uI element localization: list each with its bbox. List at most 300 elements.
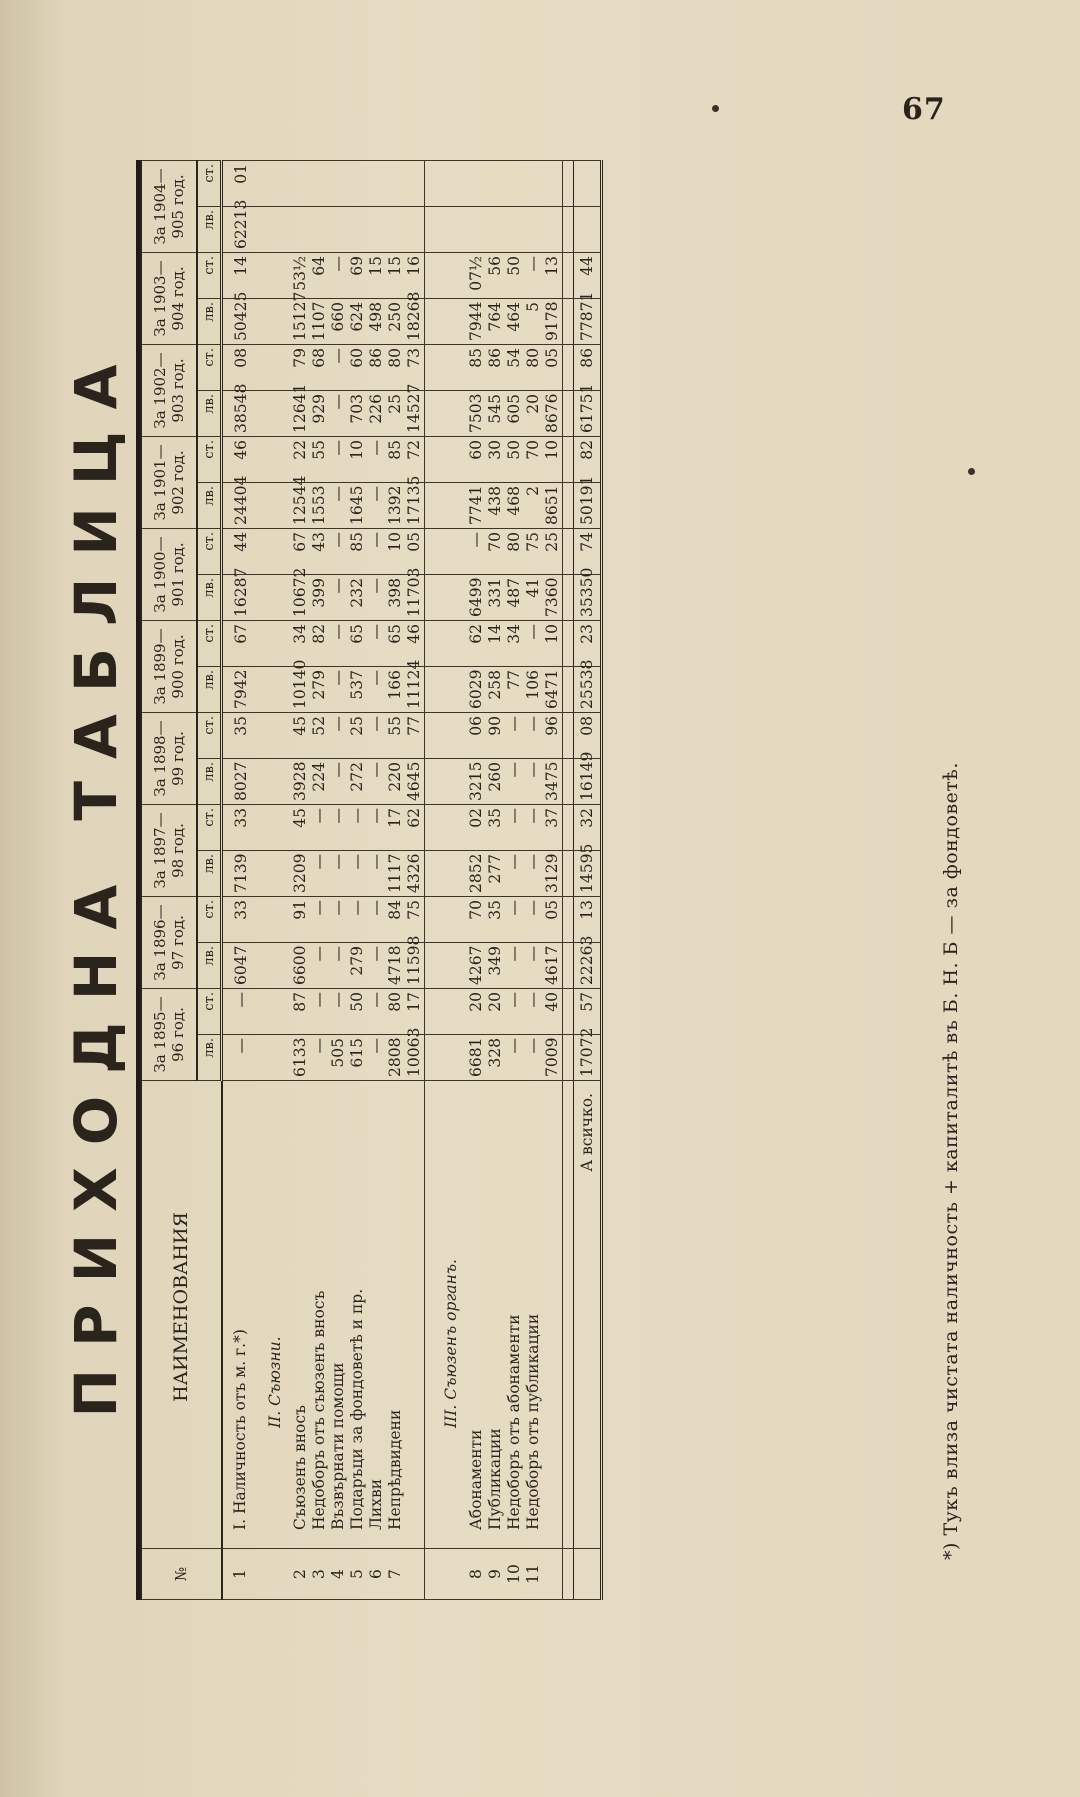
- amount-st: —: [524, 713, 543, 759]
- amount-lv: 660: [329, 299, 348, 345]
- amount-st: 25: [348, 713, 367, 759]
- amount-lv: 398: [386, 575, 405, 621]
- amount-st: 57: [574, 989, 602, 1035]
- empty-cell: [259, 391, 291, 437]
- header-year: За 1898—99 год.: [141, 713, 197, 805]
- amount-st: [348, 161, 367, 207]
- amount-st: 46: [405, 621, 425, 667]
- amount-st: —: [329, 897, 348, 943]
- amount-lv: 605: [505, 391, 524, 437]
- amount-lv: 4267: [467, 943, 486, 989]
- amount-st: 15: [386, 253, 405, 299]
- amount-lv: 12544: [291, 483, 310, 529]
- amount-st: —: [367, 621, 386, 667]
- header-unit-lv: лв.: [197, 759, 222, 805]
- amount-lv: 468: [505, 483, 524, 529]
- amount-st: 80: [524, 345, 543, 391]
- amount-st: [367, 161, 386, 207]
- row-number: 5: [348, 1549, 367, 1600]
- amount-lv: 624: [348, 299, 367, 345]
- amount-lv: —: [329, 575, 348, 621]
- amount-lv: 1645: [348, 483, 367, 529]
- amount-st: 67: [222, 621, 260, 667]
- amount-st: [574, 161, 602, 207]
- amount-st: 46: [222, 437, 260, 483]
- amount-lv: [574, 207, 602, 253]
- amount-st: 17: [386, 805, 405, 851]
- amount-lv: —: [505, 1035, 524, 1081]
- amount-lv: 8676: [543, 391, 563, 437]
- header-unit-lv: лв.: [197, 851, 222, 897]
- spacer-cell: [425, 253, 436, 299]
- empty-cell: [435, 621, 467, 667]
- amount-lv: 12641: [291, 391, 310, 437]
- spacer-cell: [563, 345, 574, 391]
- spacer-cell: [563, 483, 574, 529]
- empty-cell: [259, 345, 291, 391]
- empty-cell: [259, 253, 291, 299]
- amount-st: 86: [486, 345, 505, 391]
- header-year: За 1899—900 год.: [141, 621, 197, 713]
- amount-lv: 220: [386, 759, 405, 805]
- spacer-cell: [425, 345, 436, 391]
- amount-st: 67: [291, 529, 310, 575]
- amount-lv: 349: [486, 943, 505, 989]
- row-number: 10: [505, 1549, 524, 1600]
- amount-lv: 11124: [405, 667, 425, 713]
- amount-st: 86: [367, 345, 386, 391]
- empty-cell: [259, 713, 291, 759]
- header-unit-lv: лв.: [197, 667, 222, 713]
- amount-lv: [386, 207, 405, 253]
- amount-lv: 7503: [467, 391, 486, 437]
- amount-lv: 10140: [291, 667, 310, 713]
- spacer-cell: [425, 299, 436, 345]
- amount-st: 02: [467, 805, 486, 851]
- spacer-cell: [425, 161, 436, 207]
- spacer-cell: [425, 989, 436, 1035]
- amount-lv: —: [329, 943, 348, 989]
- header-unit-st: ст.: [197, 253, 222, 299]
- amount-st: 77: [405, 713, 425, 759]
- header-unit-st: ст.: [197, 437, 222, 483]
- section-row: [259, 161, 291, 1600]
- spacer-cell: [563, 299, 574, 345]
- row-name: Недоборъ отъ абонаменти: [505, 1081, 524, 1549]
- amount-st: 07½: [467, 253, 486, 299]
- amount-lv: 11703: [405, 575, 425, 621]
- table-row: [367, 161, 386, 1600]
- amount-lv: 226: [367, 391, 386, 437]
- amount-lv: —: [367, 1035, 386, 1081]
- amount-lv: —: [367, 483, 386, 529]
- amount-st: 85: [348, 529, 367, 575]
- amount-lv: —: [367, 575, 386, 621]
- amount-lv: [543, 207, 563, 253]
- section-title: II. Съюзни.: [259, 1081, 291, 1549]
- amount-lv: —: [524, 851, 543, 897]
- amount-st: 52: [310, 713, 329, 759]
- section-title: III. Съюзенъ органъ.: [435, 1081, 467, 1549]
- amount-st: —: [329, 805, 348, 851]
- amount-st: 08: [574, 713, 602, 759]
- amount-lv: [405, 207, 425, 253]
- amount-st: 33: [222, 897, 260, 943]
- amount-lv: 16287: [222, 575, 260, 621]
- spacer-cell: [425, 1081, 436, 1549]
- amount-st: 15: [367, 253, 386, 299]
- amount-st: —: [348, 897, 367, 943]
- amount-lv: 15127: [291, 299, 310, 345]
- empty-cell: [435, 943, 467, 989]
- amount-lv: [486, 207, 505, 253]
- amount-st: 65: [386, 621, 405, 667]
- amount-lv: 16149: [574, 759, 602, 805]
- amount-lv: [348, 207, 367, 253]
- amount-lv: 764: [486, 299, 505, 345]
- row-name: Възвърнати помощи: [329, 1081, 348, 1549]
- empty-cell: [435, 805, 467, 851]
- header-year: За 1900—901 год.: [141, 529, 197, 621]
- amount-st: [505, 161, 524, 207]
- row-name: Непрѣдвидени: [386, 1081, 405, 1549]
- row-name: Подаръци за фондоветѣ и пр.: [348, 1081, 367, 1549]
- amount-lv: 62213: [222, 207, 260, 253]
- amount-lv: 22263: [574, 943, 602, 989]
- spacer-cell: [563, 1081, 574, 1549]
- amount-lv: —: [367, 759, 386, 805]
- amount-st: —: [524, 897, 543, 943]
- amount-lv: 25538: [574, 667, 602, 713]
- spacer-cell: [425, 1035, 436, 1081]
- header-num: №: [141, 1549, 222, 1600]
- spacer-cell: [425, 437, 436, 483]
- spacer-cell: [563, 529, 574, 575]
- amount-st: 40: [543, 989, 563, 1035]
- amount-st: 75: [524, 529, 543, 575]
- row-number: 2: [291, 1549, 310, 1600]
- amount-st: 13: [574, 897, 602, 943]
- empty-cell: [435, 851, 467, 897]
- amount-lv: 17072: [574, 1035, 602, 1081]
- spacer-cell: [563, 207, 574, 253]
- table-body: [222, 161, 602, 1600]
- amount-lv: 3129: [543, 851, 563, 897]
- amount-lv: 6133: [291, 1035, 310, 1081]
- amount-st: 84: [386, 897, 405, 943]
- amount-st: 50: [505, 437, 524, 483]
- spacer-cell: [425, 667, 436, 713]
- amount-lv: —: [524, 1035, 543, 1081]
- spacer-cell: [425, 575, 436, 621]
- empty-cell: [259, 805, 291, 851]
- row-number: 6: [367, 1549, 386, 1600]
- amount-st: —: [524, 989, 543, 1035]
- empty-cell: [435, 207, 467, 253]
- amount-lv: 331: [486, 575, 505, 621]
- empty-cell: [259, 989, 291, 1035]
- amount-st: —: [329, 529, 348, 575]
- spacer-cell: [425, 621, 436, 667]
- amount-lv: 77: [505, 667, 524, 713]
- amount-lv: 260: [486, 759, 505, 805]
- amount-st: [386, 161, 405, 207]
- amount-st: 90: [486, 713, 505, 759]
- header-unit-st: ст.: [197, 161, 222, 207]
- table-title: ПРИХОДНА ТАБЛИЦА: [62, 342, 130, 1418]
- spacer-cell: [563, 437, 574, 483]
- spacer-cell: [563, 1035, 574, 1081]
- amount-st: 55: [386, 713, 405, 759]
- amount-st: 50: [505, 253, 524, 299]
- amount-lv: [367, 207, 386, 253]
- amount-st: 30: [486, 437, 505, 483]
- amount-lv: 224: [310, 759, 329, 805]
- amount-st: 10: [543, 621, 563, 667]
- amount-lv: 250: [386, 299, 405, 345]
- amount-lv: 10672: [291, 575, 310, 621]
- spacer-cell: [563, 253, 574, 299]
- header-year: За 1895—96 год.: [141, 989, 197, 1081]
- amount-lv: 25: [386, 391, 405, 437]
- amount-st: —: [310, 805, 329, 851]
- amount-st: 08: [222, 345, 260, 391]
- header-unit-st: ст.: [197, 989, 222, 1035]
- amount-st: —: [367, 989, 386, 1035]
- amount-st: 96: [543, 713, 563, 759]
- amount-st: 05: [405, 529, 425, 575]
- amount-st: 65: [348, 621, 367, 667]
- amount-st: —: [348, 805, 367, 851]
- spacer-cell: [563, 621, 574, 667]
- amount-lv: —: [329, 483, 348, 529]
- row-name: I. Наличность отъ м. г.*): [222, 1081, 260, 1549]
- row-number: 4: [329, 1549, 348, 1600]
- amount-st: 87: [291, 989, 310, 1035]
- amount-lv: 1107: [310, 299, 329, 345]
- amount-st: [310, 161, 329, 207]
- spacer-cell: [563, 161, 574, 207]
- header-unit-lv: лв.: [197, 1035, 222, 1081]
- spacer-cell: [425, 529, 436, 575]
- amount-lv: 77871: [574, 299, 602, 345]
- amount-lv: 4718: [386, 943, 405, 989]
- empty-cell: [435, 713, 467, 759]
- amount-lv: —: [329, 759, 348, 805]
- amount-lv: 464: [505, 299, 524, 345]
- amount-lv: —: [329, 851, 348, 897]
- amount-lv: —: [310, 851, 329, 897]
- amount-st: 70: [486, 529, 505, 575]
- empty-cell: [259, 1035, 291, 1081]
- header-year: За 1901—902 год.: [141, 437, 197, 529]
- spacer-cell: [425, 391, 436, 437]
- amount-st: 01: [222, 161, 260, 207]
- amount-lv: 6029: [467, 667, 486, 713]
- amount-lv: [310, 207, 329, 253]
- amount-st: 13: [543, 253, 563, 299]
- amount-st: 70: [524, 437, 543, 483]
- empty-cell: [435, 1035, 467, 1081]
- amount-st: —: [524, 805, 543, 851]
- amount-st: 20: [467, 989, 486, 1035]
- amount-st: 55: [310, 437, 329, 483]
- empty-cell: [435, 437, 467, 483]
- amount-lv: 232: [348, 575, 367, 621]
- amount-st: 10: [348, 437, 367, 483]
- section-num: [259, 1549, 291, 1600]
- amount-st: —: [505, 805, 524, 851]
- amount-lv: 1553: [310, 483, 329, 529]
- amount-st: —: [367, 805, 386, 851]
- page-number: 67: [902, 92, 946, 127]
- amount-lv: 5: [524, 299, 543, 345]
- row-name: Лихви: [367, 1081, 386, 1549]
- amount-lv: —: [524, 759, 543, 805]
- amount-lv: —: [329, 667, 348, 713]
- row-name: Недоборъ отъ публикации: [524, 1081, 543, 1549]
- amount-lv: 6471: [543, 667, 563, 713]
- amount-lv: 8027: [222, 759, 260, 805]
- amount-lv: 7139: [222, 851, 260, 897]
- amount-lv: 615: [348, 1035, 367, 1081]
- amount-lv: 8651: [543, 483, 563, 529]
- empty-cell: [259, 299, 291, 345]
- amount-st: 82: [310, 621, 329, 667]
- footnote: *) Тукъ влиза чистата наличность + капиталитѣ въ Б. Н. Б — за фондоветѣ.: [940, 762, 962, 1560]
- amount-lv: [505, 207, 524, 253]
- empty-cell: [435, 345, 467, 391]
- header-names: НАИМЕНОВАНИЯ: [141, 1081, 222, 1549]
- amount-lv: 4645: [405, 759, 425, 805]
- amount-lv: 3928: [291, 759, 310, 805]
- amount-st: 43: [310, 529, 329, 575]
- total-row: [574, 161, 602, 1600]
- row-name: Съюзенъ вносъ: [291, 1081, 310, 1549]
- amount-lv: 279: [310, 667, 329, 713]
- empty-cell: [435, 989, 467, 1035]
- amount-st: 45: [291, 713, 310, 759]
- empty-cell: [435, 667, 467, 713]
- amount-st: 50: [348, 989, 367, 1035]
- row-number: 9: [486, 1549, 505, 1600]
- amount-lv: —: [310, 943, 329, 989]
- empty-cell: [435, 897, 467, 943]
- amount-st: 32: [574, 805, 602, 851]
- amount-lv: —: [329, 391, 348, 437]
- amount-lv: 929: [310, 391, 329, 437]
- amount-st: 60: [348, 345, 367, 391]
- section-num: [435, 1549, 467, 1600]
- amount-lv: —: [505, 943, 524, 989]
- amount-st: 56: [486, 253, 505, 299]
- amount-lv: 487: [505, 575, 524, 621]
- amount-lv: 279: [348, 943, 367, 989]
- amount-lv: 703: [348, 391, 367, 437]
- amount-lv: —: [524, 943, 543, 989]
- amount-st: 37: [543, 805, 563, 851]
- empty-cell: [259, 161, 291, 207]
- amount-lv: 2808: [386, 1035, 405, 1081]
- empty-cell: [259, 437, 291, 483]
- amount-lv: 2852: [467, 851, 486, 897]
- amount-lv: —: [367, 667, 386, 713]
- empty-cell: [259, 851, 291, 897]
- amount-lv: 4326: [405, 851, 425, 897]
- amount-st: 64: [310, 253, 329, 299]
- amount-st: 35: [486, 805, 505, 851]
- row-number: [574, 1549, 602, 1600]
- amount-lv: 7944: [467, 299, 486, 345]
- header-unit-st: ст.: [197, 713, 222, 759]
- amount-lv: 272: [348, 759, 367, 805]
- amount-st: 10: [386, 529, 405, 575]
- amount-st: 35: [486, 897, 505, 943]
- amount-lv: 1117: [386, 851, 405, 897]
- amount-st: —: [367, 437, 386, 483]
- spacer-cell: [425, 713, 436, 759]
- amount-st: 62: [467, 621, 486, 667]
- spacer-cell: [563, 851, 574, 897]
- amount-st: [291, 161, 310, 207]
- spacer-cell: [563, 759, 574, 805]
- amount-lv: 7360: [543, 575, 563, 621]
- amount-st: 75: [405, 897, 425, 943]
- amount-st: 14: [222, 253, 260, 299]
- table-row: [329, 161, 348, 1600]
- table-row: [486, 161, 505, 1600]
- amount-lv: 20: [524, 391, 543, 437]
- table-row: [467, 161, 486, 1600]
- amount-lv: 2: [524, 483, 543, 529]
- amount-st: 91: [291, 897, 310, 943]
- row-number: 1: [222, 1549, 260, 1600]
- amount-lv: —: [348, 851, 367, 897]
- amount-lv: 11598: [405, 943, 425, 989]
- empty-cell: [259, 667, 291, 713]
- row-number: [543, 1549, 563, 1600]
- header-unit-st: ст.: [197, 805, 222, 851]
- amount-st: —: [310, 897, 329, 943]
- empty-cell: [259, 943, 291, 989]
- amount-st: [405, 161, 425, 207]
- amount-st: —: [329, 345, 348, 391]
- empty-cell: [259, 483, 291, 529]
- amount-st: 06: [467, 713, 486, 759]
- table-row: [310, 161, 329, 1600]
- spacer-cell: [425, 207, 436, 253]
- amount-lv: 14527: [405, 391, 425, 437]
- spacer-cell: [425, 851, 436, 897]
- empty-cell: [435, 391, 467, 437]
- row-number: [405, 1549, 425, 1600]
- amount-st: 20: [486, 989, 505, 1035]
- spacer-cell: [563, 713, 574, 759]
- amount-st: 68: [310, 345, 329, 391]
- spacer-row: [425, 161, 436, 1600]
- header-unit-lv: лв.: [197, 391, 222, 437]
- table-row: [386, 161, 405, 1600]
- amount-lv: 537: [348, 667, 367, 713]
- amount-lv: [291, 207, 310, 253]
- spacer-cell: [563, 989, 574, 1035]
- amount-st: 10: [543, 437, 563, 483]
- row-name: [543, 1081, 563, 1549]
- amount-st: [329, 161, 348, 207]
- amount-lv: [524, 207, 543, 253]
- amount-lv: 50425: [222, 299, 260, 345]
- amount-lv: 6681: [467, 1035, 486, 1081]
